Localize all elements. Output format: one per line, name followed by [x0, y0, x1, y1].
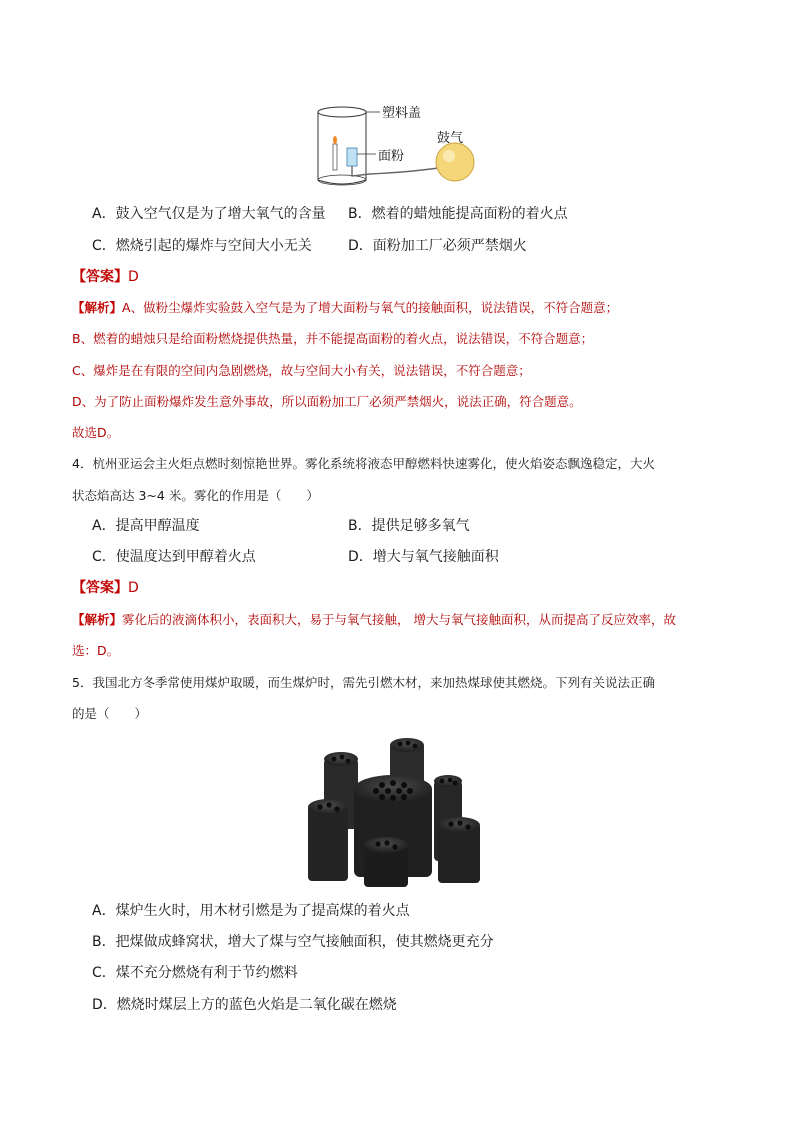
jar-lid-outline [318, 107, 366, 117]
answer-tag: 【答案】 [72, 269, 128, 285]
answer-value: D [128, 269, 139, 285]
q4-option-b: B．提供足够多氧气 [348, 518, 470, 534]
q4-option-d: D．增大与氧气接触面积 [348, 549, 499, 565]
q5-stem-2: 的是（ ） [72, 706, 148, 721]
jar-body [318, 112, 366, 184]
q3-option-b: B．燃着的蜡烛能提高面粉的着火点 [348, 206, 568, 222]
dust-explosion-apparatus-figure [300, 98, 500, 192]
q3-analysis-3: C、爆炸是在有限的空间内急剧燃烧，故与空间大小有关，说法错误，不符合题意； [72, 363, 531, 378]
q3-analysis-2: B、燃着的蜡烛只是给面粉燃烧提供热量，并不能提高面粉的着火点，说法错误，不符合题意； [72, 331, 594, 346]
candle [333, 144, 337, 170]
honeycomb-briquettes-photo [302, 737, 494, 889]
q3-answer [72, 267, 139, 287]
label-flour: 面粉 [378, 149, 405, 164]
analysis-tag: 【解析】 [72, 300, 123, 315]
answer-tag: 【答案】 [72, 580, 128, 596]
answer-value: D [128, 580, 139, 596]
q5-option-a: A．煤炉生火时，用木材引燃是为了提高煤的着火点 [92, 903, 410, 919]
q5-option-c: C．煤不充分燃烧有利于节约燃料 [92, 965, 298, 981]
air-bulb [436, 143, 474, 181]
q4-answer [72, 578, 139, 598]
q4-analysis-1: 【解析】雾化后的液滴体积小，表面积大，易于与氧气接触， 增大与氧气接触面积，从而提高了反应效率，故 [72, 612, 676, 627]
air-tube [352, 166, 438, 176]
label-air-blow: 鼓气 [437, 131, 464, 146]
q4-option-c: C．使温度达到甲醇着火点 [92, 549, 256, 565]
flour-cup [347, 148, 357, 166]
analysis-tag: 【解析】 [72, 612, 123, 627]
q3-analysis-4: D、为了防止面粉爆炸发生意外事故，所以面粉加工厂必须严禁烟火，说法正确，符合题意。 [72, 394, 582, 409]
label-plastic-lid: 塑料盖 [382, 106, 422, 121]
q5-option-d: D．燃烧时煤层上方的蓝色火焰是二氧化碳在燃烧 [92, 997, 397, 1013]
q4-analysis-2: 选：D。 [72, 643, 120, 658]
candle-flame [333, 136, 337, 144]
q3-option-c: C．燃烧引起的爆炸与空间大小无关 [92, 238, 312, 254]
q3-analysis-1: 【解析】A、做粉尘爆炸实验鼓入空气是为了增大面粉与氧气的接触面积，说法错误，不符合题意； [72, 300, 619, 315]
q3-option-a: A．鼓入空气仅是为了增大氧气的含量 [92, 206, 326, 222]
q3-option-d: D．面粉加工厂必须严禁烟火 [348, 238, 527, 254]
q3-conclusion: 故选D。 [72, 425, 120, 440]
q4-stem-1: 4．杭州亚运会主火炬点燃时刻惊艳世界。雾化系统将液态甲醇燃料快速雾化，使火焰姿态飘逸稳定，大火 [72, 456, 655, 471]
q4-option-a: A．提高甲醇温度 [92, 518, 200, 534]
q4-stem-2: 状态焰高达 3~4 米。雾化的作用是（ ） [72, 488, 319, 503]
q5-option-b: B．把煤做成蜂窝状，增大了煤与空气接触面积，使其燃烧更充分 [92, 934, 494, 950]
q5-stem-1: 5．我国北方冬季常使用煤炉取暖，而生煤炉时，需先引燃木材，来加热煤球使其燃烧。下列有关说法正确 [72, 675, 655, 690]
